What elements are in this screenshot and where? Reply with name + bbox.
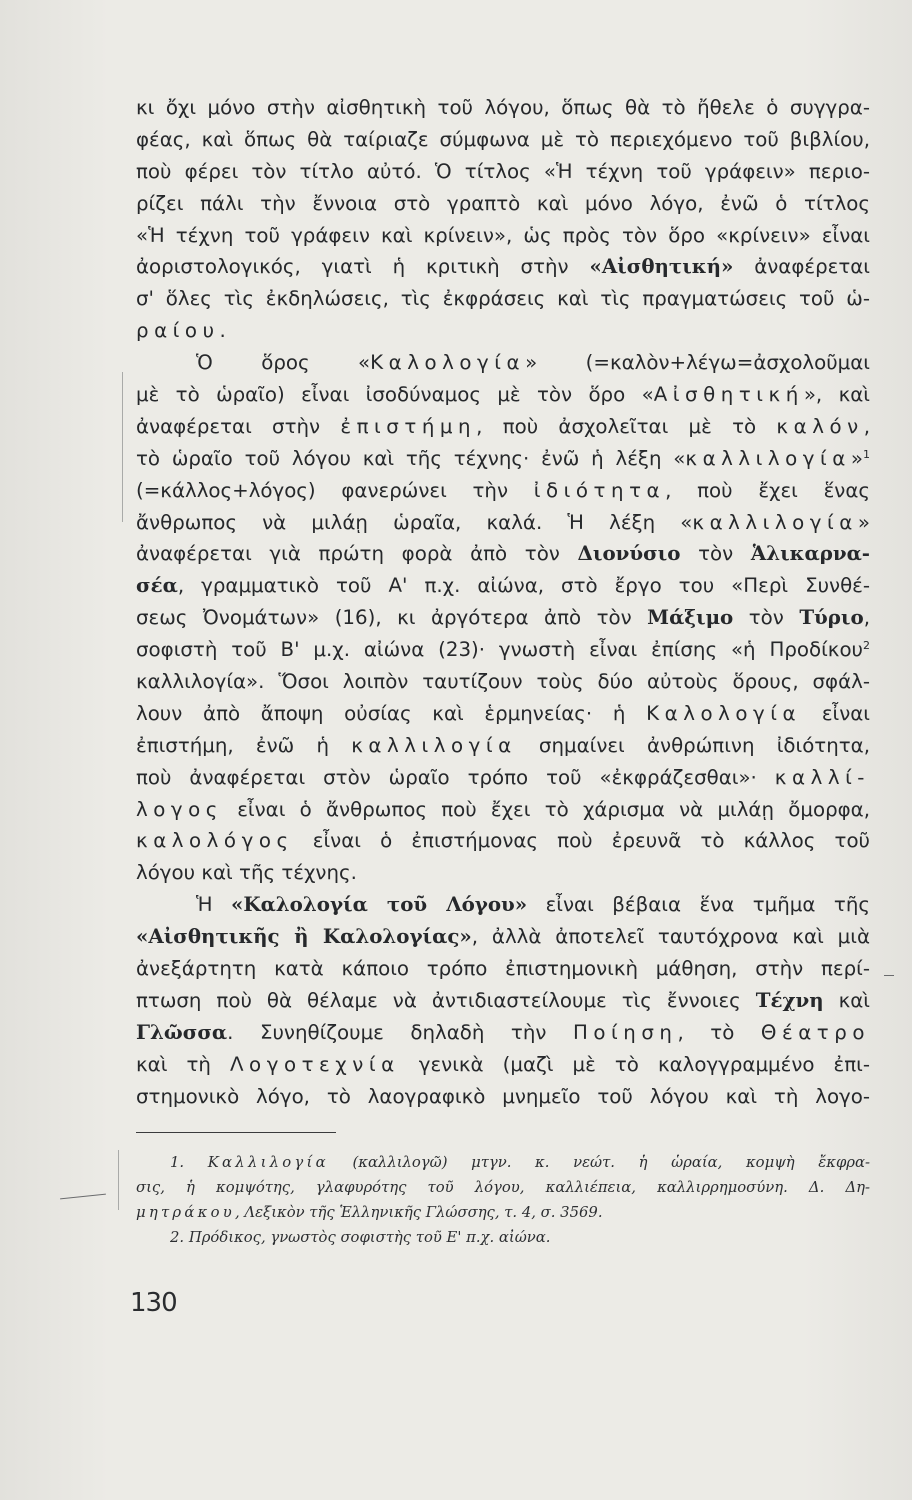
- text-line: (=κάλλος+λόγος) φανερώνει τὴν ἰδιότητα, ποὺ ἔχει ἕνας: [136, 478, 870, 502]
- bold-term: Ἁλικαρνα-: [750, 541, 871, 566]
- footnote-1: 1. Καλλιλογία (καλλιλογῶ) μτγν. κ. νεώτ. ἡ ὡραία, κομψὴ ἔκφρα-: [170, 1154, 870, 1171]
- text-line: σέα, γραμματικὸ τοῦ Α' π.χ. αἰώνα, στὸ ἔργο του «Περὶ Συνθέ-: [136, 573, 870, 598]
- spaced-term: Θέατρο: [760, 1020, 870, 1044]
- footnote-1-cont: μητράκου, Λεξικὸν τῆς Ἑλληνικῆς Γλώσσης, τ. 4, σ. 3569.: [136, 1204, 603, 1221]
- margin-pencil-mark: [122, 372, 123, 522]
- spaced-term: Ποίηση: [572, 1020, 678, 1044]
- text-line: ποὺ ἀναφέρεται στὸν ὡραῖο τρόπο τοῦ «ἐκφράζεσθαι»· καλλί-: [136, 765, 870, 789]
- footnotes: [136, 1150, 870, 1250]
- bold-term: Μάξιμο: [647, 605, 734, 630]
- text-line: λόγου καὶ τῆς τέχνης.: [136, 861, 357, 885]
- text-line: ἀοριστολογικός, γιατὶ ἡ κριτικὴ στὴν «Αἰσθητική» ἀναφέρεται: [136, 254, 870, 279]
- margin-pencil-mark: [884, 975, 894, 976]
- text-line: λουν ἀπὸ ἄποψη οὐσίας καὶ ἑρμηνείας· ἡ Καλολογία εἶναι: [136, 701, 870, 725]
- spaced-term: Καλολογία: [646, 701, 802, 725]
- body-text: [136, 92, 870, 1113]
- spaced-term: μητράκου: [136, 1204, 236, 1221]
- text-line: «Αἰσθητικῆς ἢ Καλολογίας», ἀλλὰ ἀποτελεῖ ταυτόχρονα καὶ μιὰ: [136, 924, 870, 949]
- text-line: ἀναφέρεται γιὰ πρώτη φορὰ ἀπὸ τὸν Διονύσιο τὸν Ἁλικαρνα-: [136, 541, 871, 566]
- spaced-term: καλλιλογία: [685, 446, 851, 470]
- text-line: Ἡ «Καλολογία τοῦ Λόγου» εἶναι βέβαια ἕνα τμῆμα τῆς: [196, 892, 870, 917]
- spaced-term: Καλολογία: [370, 351, 526, 375]
- text-line: ποὺ φέρει τὸν τίτλο αὐτό. Ὁ τίτλος «Ἡ τέχνη τοῦ γράφειν» περιο-: [136, 159, 870, 183]
- bold-term: «Αἰσθητικῆς ἢ Καλολογίας»: [136, 924, 472, 949]
- text-line: Γλῶσσα. Συνηθίζουμε δηλαδὴ τὴν Ποίηση, τὸ Θέατρο: [136, 1019, 870, 1044]
- spaced-term: Λογοτεχνία: [229, 1052, 400, 1076]
- spaced-term: λογος: [136, 797, 223, 821]
- text-line: μὲ τὸ ὡραῖο) εἶναι ἰσοδύναμος μὲ τὸν ὅρο «Αἰσθητική», καὶ: [136, 383, 870, 407]
- text-line: πτωση ποὺ θὰ θέλαμε νὰ ἀντιδιαστείλουμε τὶς ἔννοιες Τέχνη καὶ: [136, 987, 870, 1012]
- text-line: «Ἡ τέχνη τοῦ γράφειν καὶ κρίνειν», ὡς πρὸς τὸν ὅρο «κρίνειν» εἶναι: [136, 223, 870, 247]
- bold-term: σέα: [136, 573, 178, 598]
- text-line: ἀνεξάρτητη κατὰ κάποιο τρόπο ἐπιστημονικὴ μάθηση, στὴν περί-: [136, 957, 870, 981]
- footnote-2: 2. Πρόδικος, γνωστὸς σοφιστὴς τοῦ Ε' π.χ. αἰώνα.: [170, 1229, 551, 1246]
- text-line: ἄνθρωπος νὰ μιλάῃ ὡραῖα, καλά. Ἡ λέξη «καλλιλογία»: [136, 510, 870, 534]
- text-line: ἐπιστήμη, ἐνῶ ἡ καλλιλογία σημαίνει ἀνθρώπινη ἰδιότητα,: [136, 733, 870, 757]
- footnote-separator: [136, 1132, 336, 1133]
- spaced-term: ἰδιότητα: [533, 478, 666, 502]
- bold-term: Τέχνη: [755, 987, 824, 1012]
- bold-term: Γλῶσσα: [136, 1019, 228, 1044]
- text-line: σοφιστὴ τοῦ Β' μ.χ. αἰώνα (23)· γνωστὴ εἶναι ἐπίσης «ἡ Προδίκου$^2$: [136, 638, 870, 662]
- text-line: λογος εἶναι ὁ ἄνθρωπος ποὺ ἔχει τὸ χάρισμα νὰ μιλάῃ ὄμορφα,: [136, 797, 870, 821]
- text-line: καλλιλογία». Ὅσοι λοιπὸν ταυτίζουν τοὺς δύο αὐτοὺς ὅρους, σφάλ-: [136, 670, 870, 694]
- spaced-term: καλόν: [776, 414, 864, 438]
- bold-term: Τύριο: [799, 605, 864, 630]
- text-line: ρίζει πάλι τὴν ἔννοια στὸ γραπτὸ καὶ μόνο λόγο, ἐνῶ ὁ τίτλος: [136, 191, 870, 215]
- bold-term: «Καλολογία τοῦ Λόγου»: [231, 892, 528, 917]
- spaced-term: Καλλιλογία: [207, 1154, 329, 1171]
- text-line: στημονικὸ λόγο, τὸ λαογραφικὸ μνημεῖο τοῦ λόγου καὶ τὴ λογο-: [136, 1084, 870, 1108]
- spaced-term: ἐπιστήμη: [340, 414, 477, 438]
- bold-term: «Αἰσθητική»: [589, 254, 734, 279]
- footnote-ref: 1: [863, 447, 870, 461]
- text-line: τὸ ὡραῖο τοῦ λόγου καὶ τῆς τέχνης· ἐνῶ ἡ λέξη «καλλιλογία»$^1$: [136, 446, 870, 470]
- bold-term: Διονύσιο: [577, 541, 681, 566]
- text-line: κι ὄχι μόνο στὴν αἰσθητικὴ τοῦ λόγου, ὅπως θὰ τὸ ἤθελε ὁ συγγρα-: [136, 96, 870, 119]
- text-line: Ὁ ὅρος «Καλολογία» (=καλὸν+λέγω=ἀσχολοῦμαι: [196, 351, 870, 375]
- text-line: σεως Ὀνομάτων» (16), κι ἀργότερα ἀπὸ τὸν Μάξιμο τὸν Τύριο,: [136, 605, 870, 630]
- footnote-1-cont: σις, ἡ κομψότης, γλαφυρότης τοῦ λόγου, καλλιέπεια, καλλιρρημοσύνη. Δ. Δη-: [136, 1179, 870, 1196]
- page-number: 130: [130, 1288, 177, 1318]
- spaced-term: καλλί-: [774, 765, 870, 789]
- text-line: ραίου.: [136, 319, 232, 343]
- margin-pencil-mark: [118, 1150, 119, 1210]
- spaced-term: Αἰσθητική: [653, 383, 804, 407]
- text-line: ἀναφέρεται στὴν ἐπιστήμη, ποὺ ἀσχολεῖται μὲ τὸ καλόν,: [136, 414, 870, 438]
- text-line: φέας, καὶ ὅπως θὰ ταίριαζε σύμφωνα μὲ τὸ περιεχόμενο τοῦ βιβλίου,: [136, 127, 870, 151]
- text-line: σ' ὅλες τὶς ἐκδηλώσεις, τὶς ἐκφράσεις καὶ τὶς πραγματώσεις τοῦ ὡ-: [136, 287, 870, 311]
- spaced-term: καλλιλογία: [351, 733, 517, 757]
- spaced-term: καλολόγος: [136, 829, 294, 853]
- text-line: καλολόγος εἶναι ὁ ἐπιστήμονας ποὺ ἐρευνᾶ τὸ κάλλος τοῦ: [136, 829, 870, 853]
- footnote-ref: 2: [863, 639, 870, 653]
- spaced-term: καλλιλογία: [692, 510, 858, 534]
- text-line: καὶ τὴ Λογοτεχνία γενικὰ (μαζὶ μὲ τὸ καλογγραμμένο ἐπι-: [136, 1052, 870, 1076]
